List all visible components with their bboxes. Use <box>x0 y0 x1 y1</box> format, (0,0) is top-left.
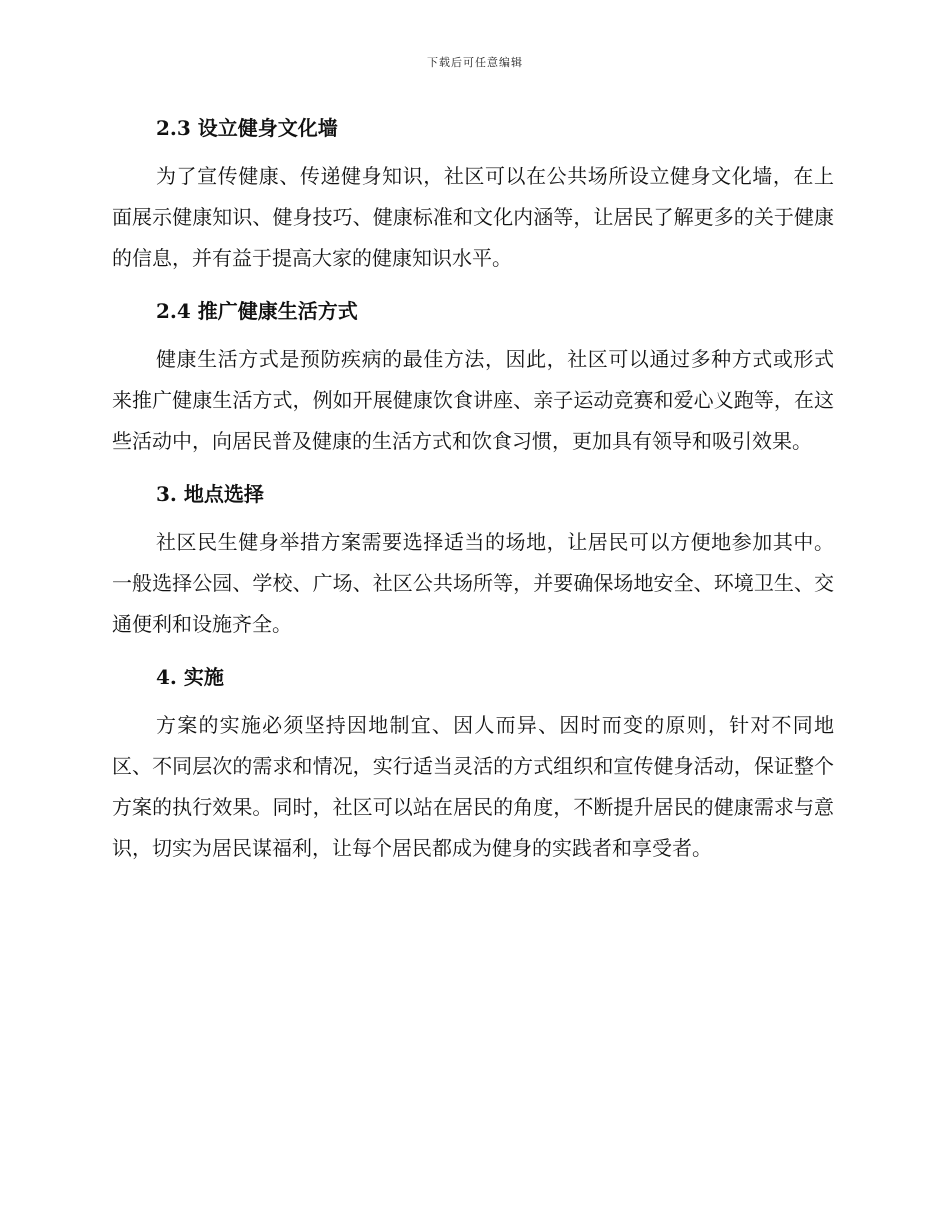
section-heading-3: 3. 地点选择 <box>156 482 264 506</box>
section-paragraph-2-3: 为了宣传健康、传递健身知识，社区可以在公共场所设立健身文化墙，在上面展示健康知识、健身技巧、健康标准和文化内涵等，让居民了解更多的关于健康的信息，并有益于提高大家的健康知识水平。 <box>112 164 834 270</box>
document-body <box>112 108 834 869</box>
section-heading-2-3: 2.3 设立健身文化墙 <box>156 116 338 140</box>
section-paragraph-4: 方案的实施必须坚持因地制宜、因人而异、因时而变的原则，针对不同地区、不同层次的需求和情况，实行适当灵活的方式组织和宣传健身活动，保证整个方案的执行效果。同时，社区可以站在居民的角度，不断提升居民的健康需求与意识，切实为居民谋福利，让每个居民都成为健身的实践者和享受者。 <box>112 713 834 860</box>
section-paragraph-3: 社区民生健身举措方案需要选择适当的场地，让居民可以方便地参加其中。一般选择公园、学校、广场、社区公共场所等，并要确保场地安全、环境卫生、交通便利和设施齐全。 <box>112 530 834 636</box>
section-paragraph-2-4: 健康生活方式是预防疾病的最佳方法，因此，社区可以通过多种方式或形式来推广健康生活方式，例如开展健康饮食讲座、亲子运动竞赛和爱心义跑等，在这些活动中，向居民普及健康的生活方式和饮食习惯，更加具有领导和吸引效果。 <box>112 347 834 453</box>
section-heading-2-4: 2.4 推广健康生活方式 <box>156 299 358 323</box>
section-heading-4: 4. 实施 <box>156 665 224 689</box>
header-note: 下载后可任意编辑 <box>427 56 523 69</box>
